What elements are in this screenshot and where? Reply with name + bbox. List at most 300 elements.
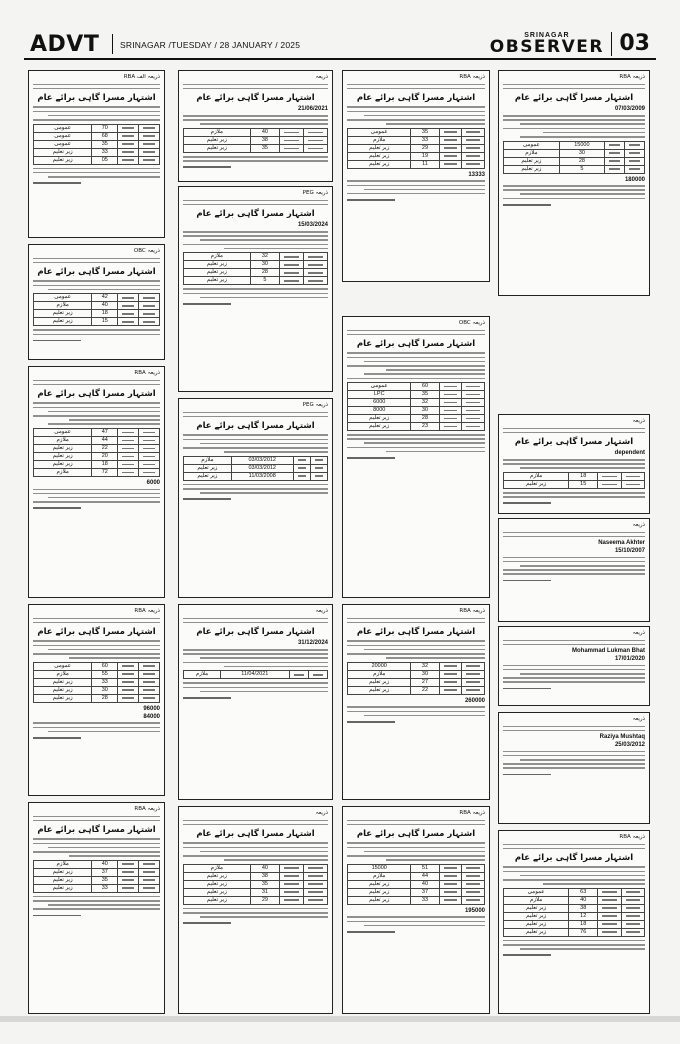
signature-line <box>183 301 328 307</box>
row-index <box>304 136 328 144</box>
text-line <box>200 492 328 494</box>
signature-line <box>503 772 645 778</box>
age-cell: 40 <box>250 128 280 136</box>
status-cell: زیر تعلیم <box>348 880 411 888</box>
row-index <box>462 880 485 888</box>
text-line <box>33 493 160 495</box>
notice-heading: اشتہار مسرا گاہی برائے عام <box>196 93 315 104</box>
status-cell: زیر تعلیم <box>184 277 251 285</box>
table-row <box>34 318 160 326</box>
notice-body-text <box>33 816 160 822</box>
notice-heading: اشتہار مسرا گاہی برائے عام <box>356 829 476 840</box>
row-index <box>310 456 327 464</box>
notice-heading: اشتہار مسرا گاہی برائے عام <box>356 93 476 104</box>
text-line <box>183 235 328 237</box>
member-name <box>280 136 304 144</box>
table-row <box>184 144 328 152</box>
age-cell: 37 <box>411 888 439 896</box>
status-cell: زیر تعلیم <box>348 144 411 152</box>
text-line <box>347 378 485 380</box>
table-row <box>184 464 328 472</box>
notice-body-text <box>183 434 328 452</box>
age-cell: 12 <box>569 912 598 920</box>
text-line <box>183 88 328 90</box>
table-row <box>34 140 160 148</box>
notice-body-text <box>347 842 485 860</box>
signature-line <box>183 497 328 503</box>
row-index <box>624 165 644 173</box>
age-cell: 32 <box>411 399 439 407</box>
text-line <box>33 640 160 642</box>
table-row <box>504 896 645 904</box>
age-cell: 18 <box>92 460 118 468</box>
notice-body-text <box>183 84 328 90</box>
row-index <box>139 884 160 892</box>
notice-body-text <box>183 649 328 667</box>
age-cell: 28 <box>559 157 604 165</box>
status-cell: 15000 <box>348 864 411 872</box>
text-line <box>503 536 645 538</box>
text-line <box>33 653 160 655</box>
text-line <box>364 442 485 444</box>
text-line <box>543 883 645 885</box>
row-index <box>139 156 160 164</box>
notice-body-text <box>503 751 645 761</box>
member-name <box>439 670 462 678</box>
status-cell: زیر تعلیم <box>184 261 251 269</box>
member-name <box>598 912 621 920</box>
text-line <box>200 123 328 125</box>
text-line <box>48 497 160 499</box>
age-cell: 03/03/2012 <box>231 456 293 464</box>
table-row <box>504 920 645 928</box>
notice-body-text <box>347 820 485 826</box>
status-cell: ملازم <box>184 864 251 872</box>
notice-block <box>498 518 650 622</box>
member-name <box>439 160 462 168</box>
row-index <box>621 480 644 488</box>
member-name <box>118 444 139 452</box>
text-line <box>33 119 160 121</box>
status-cell: زیر تعلیم <box>504 920 569 928</box>
status-cell: ملازم <box>348 872 411 880</box>
member-name <box>439 407 462 415</box>
notice-block <box>342 316 490 598</box>
status-cell: ملازم <box>504 896 569 904</box>
income-amount: 96000 <box>143 705 160 712</box>
text-line <box>347 847 485 849</box>
text-line <box>183 156 328 158</box>
text-line <box>183 618 328 620</box>
signature-line <box>503 202 645 208</box>
notice-body-text <box>503 115 645 138</box>
table-row <box>504 480 645 488</box>
text-line <box>347 119 485 121</box>
notice-heading: اشتہار مسرا گاہی برائے عام <box>37 93 156 104</box>
signature-line <box>503 953 645 959</box>
family-table <box>183 456 328 481</box>
notice-ref: ذریعہ RBA <box>134 608 160 614</box>
notice-body-text <box>503 665 645 675</box>
notice-heading: اشتہار مسرا گاہی برائے عام <box>514 437 634 448</box>
text-line <box>183 288 328 290</box>
status-cell: ملازم <box>348 136 411 144</box>
text-line <box>347 434 485 436</box>
row-index <box>462 872 485 880</box>
status-cell: زیر تعلیم <box>34 452 92 460</box>
text-line <box>33 384 160 386</box>
notice-body-text <box>347 84 485 90</box>
text-line <box>347 84 485 86</box>
table-row <box>34 670 160 678</box>
age-cell: 23 <box>411 423 439 431</box>
text-line <box>33 334 160 336</box>
row-index <box>310 472 327 480</box>
text-line <box>347 640 485 642</box>
age-cell: 33 <box>411 136 439 144</box>
family-table <box>347 864 485 905</box>
table-row <box>34 444 160 452</box>
age-cell: 32 <box>411 662 439 670</box>
text-line <box>364 361 485 363</box>
notice-body-text <box>33 896 160 910</box>
notice-body-text <box>503 185 645 199</box>
row-index <box>624 157 644 165</box>
age-cell: 42 <box>92 294 118 302</box>
table-row <box>184 472 328 480</box>
notice-ref: ذریعہ <box>632 418 645 424</box>
table-row <box>184 261 328 269</box>
notice-body-text <box>183 115 328 125</box>
text-line <box>347 88 485 90</box>
row-index <box>304 872 328 880</box>
status-cell: زیر تعلیم <box>348 686 411 694</box>
age-cell: 28 <box>411 415 439 423</box>
text-line <box>520 948 645 950</box>
notice-ref: ذریعہ <box>315 810 328 816</box>
member-name <box>118 148 139 156</box>
notice-body-text <box>347 618 485 624</box>
notice-body-text <box>503 459 645 469</box>
table-row <box>504 912 645 920</box>
text-line <box>347 921 485 923</box>
notice-heading: اشتہار مسرا گاہی برائے عام <box>37 267 156 278</box>
status-cell: زیر تعلیم <box>184 144 251 152</box>
text-line <box>183 488 328 490</box>
notice-body-text <box>183 820 328 826</box>
text-line <box>33 88 160 90</box>
text-line <box>503 128 645 130</box>
income-amount: 180000 <box>624 176 645 183</box>
member-name <box>439 872 462 880</box>
family-table <box>183 128 328 153</box>
notice-heading: اشتہار مسرا گاہی برائے عام <box>196 209 315 220</box>
row-index <box>139 444 160 452</box>
member-name <box>118 694 139 702</box>
row-index <box>462 678 485 686</box>
table-row <box>504 149 645 157</box>
text-line <box>503 755 645 757</box>
row-index <box>462 407 485 415</box>
age-cell: 28 <box>250 269 280 277</box>
text-line <box>503 944 645 946</box>
status-cell: زیر تعلیم <box>184 269 251 277</box>
notice-heading: اشتہار مسرا گاہی برائے عام <box>514 93 634 104</box>
text-line <box>33 172 160 174</box>
member-name <box>118 876 139 884</box>
status-cell: زیر تعلیم <box>504 928 569 936</box>
row-index <box>621 472 644 480</box>
row-index <box>139 124 160 132</box>
applicant-name: dependent <box>614 450 645 457</box>
notice-block <box>178 398 333 598</box>
text-line <box>386 859 485 861</box>
row-index <box>462 864 485 872</box>
age-cell: 18 <box>569 920 598 928</box>
family-table <box>33 860 160 893</box>
row-index <box>310 464 327 472</box>
status-cell: زیر تعلیم <box>34 876 92 884</box>
text-line <box>200 297 328 299</box>
text-line <box>503 189 645 191</box>
row-index <box>621 920 644 928</box>
table-row <box>504 888 645 896</box>
age-cell: 22 <box>92 444 118 452</box>
member-name <box>439 391 462 399</box>
text-line <box>520 673 645 675</box>
income-amount: 195000 <box>464 907 485 914</box>
age-cell: 30 <box>250 261 280 269</box>
member-name <box>293 472 310 480</box>
notice-body-text <box>347 330 485 336</box>
member-name <box>604 165 624 173</box>
table-row <box>348 383 485 391</box>
status-cell: زیر تعلیم <box>504 904 569 912</box>
notice-body-text <box>183 682 328 692</box>
bottom-rule <box>0 1016 680 1022</box>
row-index <box>304 277 328 285</box>
age-cell: 15000 <box>559 141 604 149</box>
status-cell: زیر تعلیم <box>34 156 92 164</box>
signature-line <box>33 181 160 187</box>
notice-body-text <box>183 484 328 494</box>
age-cell: 11/04/2021 <box>220 671 289 679</box>
age-cell: 15 <box>569 480 598 488</box>
status-cell: ملازم <box>34 436 92 444</box>
status-cell: ملازم <box>34 860 92 868</box>
text-line <box>48 904 160 906</box>
row-index <box>304 128 328 136</box>
family-table <box>33 124 160 165</box>
notice-heading: اشتہار مسرا گاہی برائے عام <box>196 829 315 840</box>
member-name <box>118 670 139 678</box>
text-line <box>503 767 645 769</box>
status-cell: زیر تعلیم <box>348 152 411 160</box>
logo-city: SRINAGAR <box>524 32 570 39</box>
row-index <box>139 670 160 678</box>
age-cell: 30 <box>92 686 118 694</box>
row-index <box>462 415 485 423</box>
notice-body-text <box>33 402 160 425</box>
text-line <box>183 434 328 436</box>
status-cell: زیر تعلیم <box>504 912 569 920</box>
text-line <box>48 649 160 651</box>
status-cell: زیر تعلیم <box>504 480 569 488</box>
text-line <box>503 198 645 200</box>
text-line <box>183 84 328 86</box>
age-cell: 5 <box>559 165 604 173</box>
member-name <box>118 124 139 132</box>
text-line <box>33 106 160 108</box>
notice-body-text <box>33 258 160 264</box>
table-row <box>348 896 485 904</box>
text-line <box>33 258 160 260</box>
status-cell: ملازم <box>348 670 411 678</box>
text-line <box>33 111 160 113</box>
status-cell: زیر تعلیم <box>34 678 92 686</box>
text-line <box>33 280 160 282</box>
notice-date: 15/10/2007 <box>614 547 645 554</box>
member-name <box>280 277 304 285</box>
text-line <box>503 677 645 679</box>
table-row <box>348 128 485 136</box>
text-line <box>33 908 160 910</box>
table-row <box>184 671 328 679</box>
text-line <box>183 231 328 233</box>
logo-title: OBSERVER <box>489 37 604 57</box>
text-line <box>33 329 160 331</box>
row-index <box>139 860 160 868</box>
table-row <box>34 428 160 436</box>
member-name <box>439 128 462 136</box>
notice-ref: ذریعہ OBC <box>133 248 160 254</box>
notice-body-text <box>183 288 328 298</box>
member-name <box>604 149 624 157</box>
notice-ref: ذریعہ PEG <box>302 402 328 408</box>
table-row <box>184 864 328 872</box>
age-cell: 44 <box>411 872 439 880</box>
member-name <box>118 678 139 686</box>
table-row <box>348 144 485 152</box>
age-cell: 33 <box>92 884 118 892</box>
notice-body-text <box>503 532 645 538</box>
notice-block <box>342 604 490 800</box>
status-cell: ملازم <box>504 472 569 480</box>
notice-body-text <box>503 492 645 498</box>
member-name <box>439 383 462 391</box>
signature-line <box>183 921 328 927</box>
row-index <box>462 391 485 399</box>
notice-body-text <box>503 726 645 732</box>
row-index <box>139 678 160 686</box>
table-row <box>184 277 328 285</box>
text-line <box>347 820 485 822</box>
income-amount: 260000 <box>464 697 485 704</box>
member-name <box>598 480 621 488</box>
text-line <box>183 682 328 684</box>
notice-heading: اشتہار مسرا گاہی برائے عام <box>37 389 156 400</box>
text-line <box>183 412 328 414</box>
text-line <box>200 443 328 445</box>
table-row <box>504 928 645 936</box>
age-cell: 33 <box>411 896 439 904</box>
family-table <box>33 293 160 326</box>
age-cell: 51 <box>411 864 439 872</box>
text-line <box>33 722 160 724</box>
status-cell: ملازم <box>34 468 92 476</box>
notice-block <box>498 626 650 706</box>
text-line <box>386 123 485 125</box>
text-line <box>48 847 160 849</box>
age-cell: 44 <box>92 436 118 444</box>
notice-body-text <box>33 84 160 90</box>
text-line <box>33 851 160 853</box>
status-cell: LPC <box>348 391 411 399</box>
notice-body-text <box>347 916 485 926</box>
text-line <box>33 900 160 902</box>
status-cell: زیر تعلیم <box>184 464 232 472</box>
table-row <box>348 880 485 888</box>
member-name <box>118 686 139 694</box>
status-cell: ملازم <box>184 456 232 464</box>
notice-block <box>498 830 650 1014</box>
family-table <box>183 670 328 679</box>
row-index <box>304 144 328 152</box>
text-line <box>347 711 485 713</box>
text-line <box>503 496 645 498</box>
text-line <box>33 168 160 170</box>
text-line <box>386 369 485 371</box>
status-cell: زیر تعلیم <box>184 472 232 480</box>
member-name <box>439 896 462 904</box>
member-name <box>280 253 304 261</box>
age-cell: 35 <box>250 144 280 152</box>
member-name <box>118 460 139 468</box>
member-name <box>598 472 621 480</box>
member-name <box>118 140 139 148</box>
text-line <box>48 115 160 117</box>
table-row <box>504 904 645 912</box>
row-index <box>621 904 644 912</box>
text-line <box>224 248 328 250</box>
text-line <box>183 447 328 449</box>
member-name <box>118 294 139 302</box>
age-cell: 35 <box>250 880 280 888</box>
member-name <box>439 662 462 670</box>
text-line <box>503 844 645 846</box>
age-cell: 63 <box>569 888 598 896</box>
notice-block <box>498 414 650 514</box>
status-cell: زیر تعلیم <box>184 880 251 888</box>
member-name <box>439 864 462 872</box>
notice-block <box>28 604 165 796</box>
age-cell: 55 <box>92 670 118 678</box>
member-name <box>280 269 304 277</box>
table-row <box>34 294 160 302</box>
member-name <box>118 156 139 164</box>
text-line <box>503 763 645 765</box>
notice-body-text <box>183 412 328 418</box>
notice-heading: اشتہار مسرا گاہی برائے عام <box>37 825 156 836</box>
table-row <box>348 872 485 880</box>
signature-line <box>347 455 485 461</box>
text-line <box>364 373 485 375</box>
text-line <box>364 189 485 191</box>
age-cell: 32 <box>250 253 280 261</box>
status-cell: زیر تعلیم <box>504 157 560 165</box>
table-row <box>348 415 485 423</box>
text-line <box>503 669 645 671</box>
